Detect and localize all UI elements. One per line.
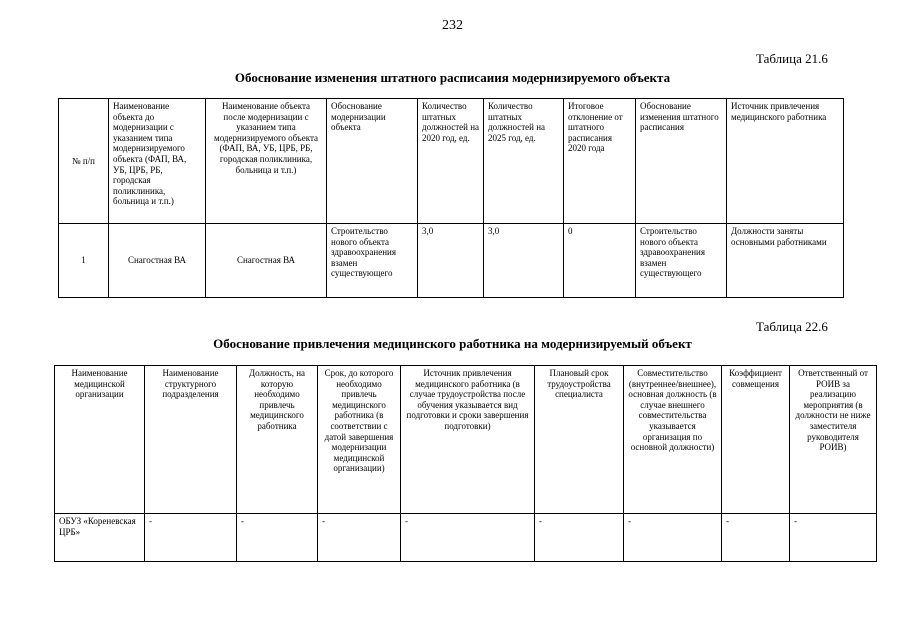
table1-cell: 3,0 <box>418 224 484 298</box>
table2-cell: - <box>145 514 237 562</box>
table1-header-cell: № п/п <box>59 99 109 224</box>
table2-header-cell: Плановый срок трудоустройства специалиста <box>535 366 624 514</box>
table1-header-cell: Наименование объекта после модернизации с указанием типа модернизируемого объекта (ФАП, ВА, УБ, ЦРБ, РБ, городская поликлиника, больница и т.п.) <box>206 99 327 224</box>
table2-header-cell: Коэффициент совмещения <box>722 366 790 514</box>
table1-header-cell: Источник привлечения медицинского работника <box>727 99 844 224</box>
table2-cell: - <box>722 514 790 562</box>
table1-header-cell: Итоговое отклонение от штатного расписания 2020 года <box>564 99 636 224</box>
table2-label: Таблица 22.6 <box>756 319 828 334</box>
table2-title: Обоснование привлечения медицинского работника на модернизируемый объект <box>213 336 692 351</box>
table2-header-row <box>55 366 877 514</box>
page-number: 232 <box>442 18 463 33</box>
table2-cell: ОБУЗ «Кореневская ЦРБ» <box>55 514 145 562</box>
table2-header-cell: Наименование структурного подразделения <box>145 366 237 514</box>
table2-header-cell: Должность, на которую необходимо привлечь медицинского работника <box>237 366 318 514</box>
table2-cell: - <box>535 514 624 562</box>
table1-header-cell: Количество штатных должностей на 2020 год, ед. <box>418 99 484 224</box>
table1-header-cell: Обоснование модернизации объекта <box>327 99 418 224</box>
table1-header-cell: Наименование объекта до модернизации с указанием типа модернизируемого объекта (ФАП, ВА, УБ, ЦРБ, РБ, городская поликлиника, больница и т.п.) <box>109 99 206 224</box>
table2-header-cell: Наименование медицинской организации <box>55 366 145 514</box>
table2-cell: - <box>624 514 722 562</box>
staff-recruitment-table <box>54 365 877 562</box>
table2-header-cell: Совместительство (внутреннее/внешнее), основная должность (в случае внешнего совместительства указывается организация по основной должности) <box>624 366 722 514</box>
table2-cell: - <box>237 514 318 562</box>
table1-header-cell: Количество штатных должностей на 2025 год, ед. <box>484 99 564 224</box>
table2-header-cell: Срок, до которого необходимо привлечь медицинского работника (в соответствии с датой завершения модернизации медицинской организации) <box>318 366 401 514</box>
table1-cell: Снагостная ВА <box>206 224 327 298</box>
table1-cell: 1 <box>59 224 109 298</box>
table2-header-cell: Источник привлечения медицинского работника (в случае трудоустройства после обучения указывается вид подготовки и сроки завершения подготовки) <box>401 366 535 514</box>
table2-cell: - <box>318 514 401 562</box>
table1-title: Обоснование изменения штатного расписаиия модернизируемого объекта <box>234 70 671 85</box>
table1-cell: 0 <box>564 224 636 298</box>
table1-header-cell: Обоснование изменения штатного расписания <box>636 99 727 224</box>
table1-header-row <box>59 99 844 224</box>
table-row <box>55 514 877 562</box>
table1-label: Таблица 21.6 <box>756 51 828 66</box>
table1-cell: Должности заняты основными работниками <box>727 224 844 298</box>
table1-cell: Снагостная ВА <box>109 224 206 298</box>
table1-cell: Строительство нового объекта здравоохранения взамен существующего <box>327 224 418 298</box>
table2-header-cell: Ответственный от РОИВ за реализацию мероприятия (в должности не ниже заместителя руководителя РОИВ) <box>790 366 877 514</box>
table-row <box>59 224 844 298</box>
table1-cell: Строительство нового объекта здравоохранения взамен существующего <box>636 224 727 298</box>
table2-cell: - <box>401 514 535 562</box>
table2-cell: - <box>790 514 877 562</box>
table1-cell: 3,0 <box>484 224 564 298</box>
staffing-justification-table <box>58 98 844 298</box>
